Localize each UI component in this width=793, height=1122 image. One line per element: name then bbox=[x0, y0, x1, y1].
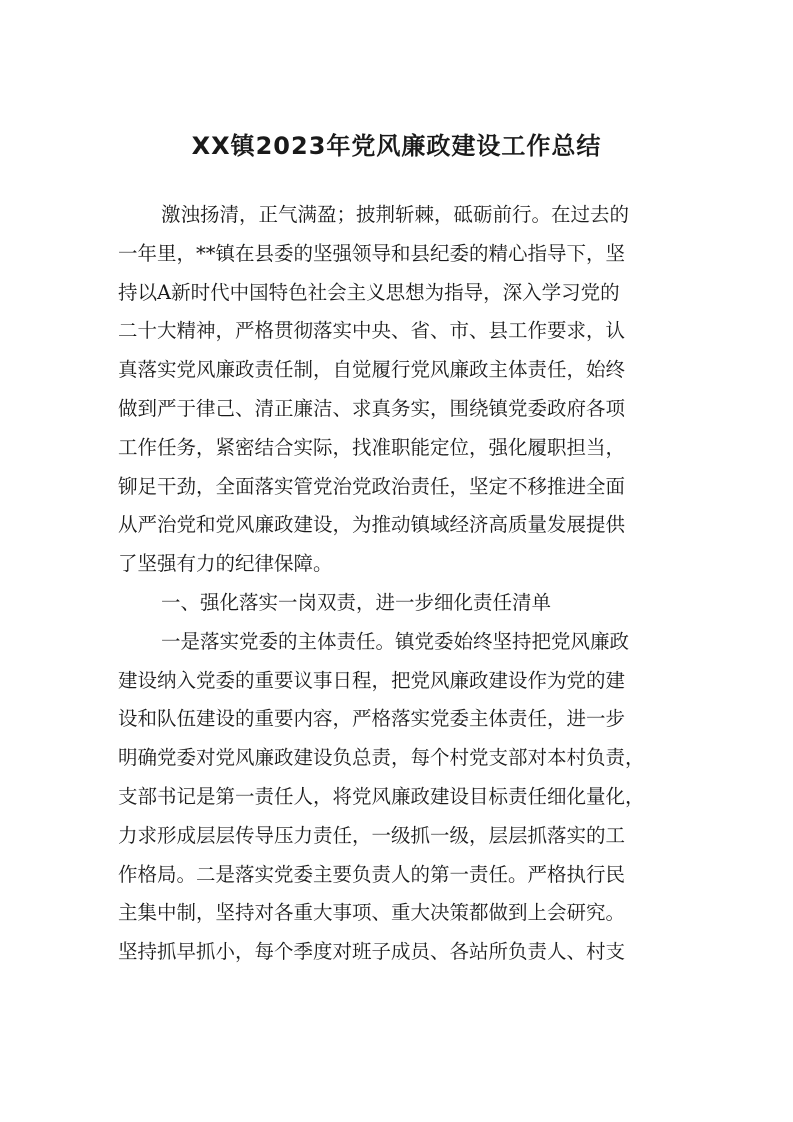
document-body bbox=[118, 196, 684, 972]
paragraph-line: 力求形成层层传导压力责任，一级抓一级，层层抓落实的工 bbox=[118, 823, 626, 847]
section-heading: 一、强化落实一岗双责，进一步细化责任清单 bbox=[161, 590, 552, 614]
paragraph-line: 了坚强有力的纪律保障。 bbox=[118, 552, 333, 576]
document-title: XX镇2023年党风廉政建设工作总结 bbox=[191, 132, 602, 160]
paragraph-line: 设和队伍建设的重要内容，严格落实党委主体责任，进一步 bbox=[118, 707, 626, 731]
paragraph-line: 真落实党风廉政责任制，自觉履行党风廉政主体责任，始终 bbox=[118, 358, 626, 382]
paragraph-line: 一是落实党委的主体责任。镇党委始终坚持把党风廉政 bbox=[161, 629, 630, 653]
paragraph-line: 主集中制，坚持对各重大事项、重大决策都做到上会研究。 bbox=[118, 901, 626, 925]
paragraph-line: 作格局。二是落实党委主要负责人的第一责任。严格执行民 bbox=[118, 862, 626, 886]
paragraph-line: 从严治党和党风廉政建设，为推动镇域经济高质量发展提供 bbox=[118, 513, 626, 537]
paragraph-line: 持以A新时代中国特色社会主义思想为指导，深入学习党的 bbox=[118, 280, 620, 304]
paragraph-line: 工作任务，紧密结合实际，找准职能定位，强化履职担当， bbox=[118, 435, 626, 459]
paragraph-line: 明确党委对党风廉政建设负总责，每个村党支部对本村负责， bbox=[118, 746, 645, 770]
paragraph-line: 坚持抓早抓小，每个季度对班子成员、各站所负责人、村支 bbox=[118, 940, 626, 964]
paragraph-line: 一年里，**镇在县委的坚强领导和县纪委的精心指导下，坚 bbox=[118, 241, 626, 265]
paragraph-line: 建设纳入党委的重要议事日程，把党风廉政建设作为党的建 bbox=[118, 668, 626, 692]
paragraph-line: 二十大精神，严格贯彻落实中央、省、市、县工作要求，认 bbox=[118, 319, 626, 343]
paragraph-line: 做到严于律己、清正廉洁、求真务实，围绕镇党委政府各项 bbox=[118, 396, 626, 420]
paragraph-line: 铆足干劲，全面落实管党治党政治责任，坚定不移推进全面 bbox=[118, 474, 626, 498]
paragraph-line: 激浊扬清，正气满盈；披荆斩棘，砥砺前行。在过去的 bbox=[161, 203, 630, 226]
paragraph-line: 支部书记是第一责任人，将党风廉政建设目标责任细化量化， bbox=[118, 784, 645, 808]
